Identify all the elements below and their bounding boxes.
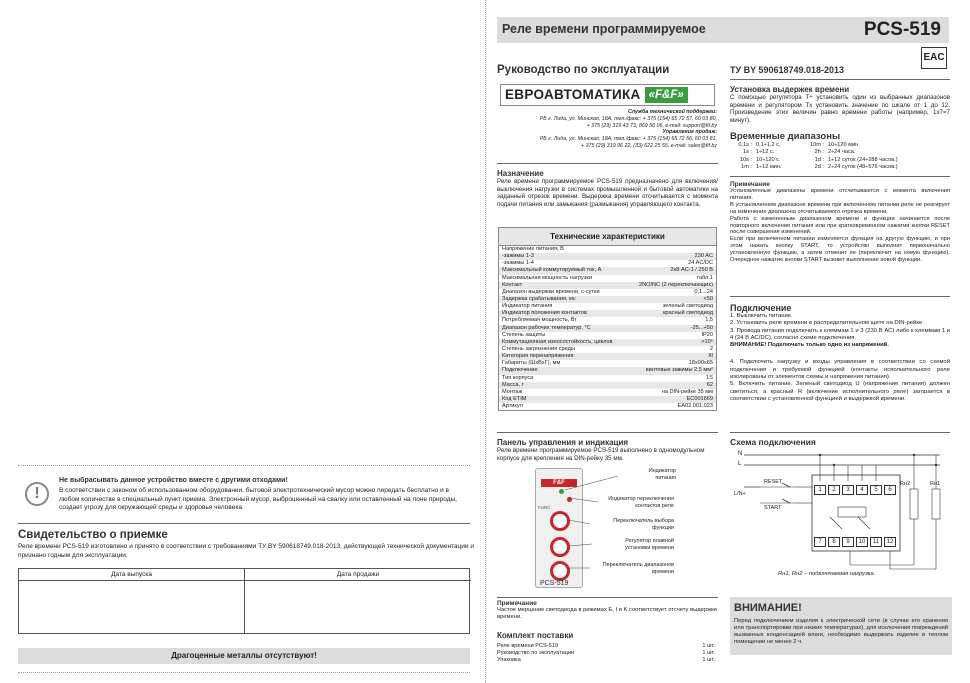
specs-value: красный светодиод xyxy=(662,310,713,317)
specs-param: Коммутационная износостойкость, циклов xyxy=(502,338,613,345)
specs-value: винтовые зажимы 2,5 мм² xyxy=(645,367,713,374)
specs-value: >10⁵ xyxy=(701,338,713,345)
specs-param: -зажимы 1-3 xyxy=(502,253,534,260)
attention-text: Перед подключением изделия к электрической сети (в случае его хранения или транспортировки при низких температурах), для исключения повреждений вызванных конденсацией влаги, необходимо выдержать изделие в теплом помещении не менее 2 ч. xyxy=(734,617,948,646)
connection-step-5: 5. Включить питание. Зеленый светодиод U (напряжение питания) должен светиться, а красный R (включение исполнительного реле) загорается в соответствии с установленной функцией и выдержкой времени. xyxy=(730,381,950,402)
terminal: 4 xyxy=(856,485,868,495)
range-value: 1÷12 мин. xyxy=(756,163,782,170)
note2-title: Примечание xyxy=(730,181,770,188)
brand-contacts xyxy=(497,109,717,150)
kit-item-name: Упаковка xyxy=(497,657,521,663)
specs-row xyxy=(499,296,716,303)
connection-step-1: 1. Выключить питание. xyxy=(730,313,793,319)
range-code: 1s : xyxy=(742,149,752,156)
range-code: 2h : xyxy=(814,149,824,156)
specs-param: Индикатор питания xyxy=(502,303,553,310)
range-value: 2÷24 часа. xyxy=(828,149,856,156)
specs-param: Диапазон рабочих температур, °С xyxy=(502,324,591,331)
timer-module xyxy=(838,507,866,517)
terminal: 11 xyxy=(870,537,882,547)
specs-param: Подключение xyxy=(502,367,538,374)
connection-steps xyxy=(730,313,950,403)
range-row xyxy=(730,142,950,149)
specs-param: Категория перенапряжения xyxy=(502,353,574,360)
range-value: 10÷120 с. xyxy=(756,156,781,163)
panel-title: Панель управления и индикация xyxy=(497,438,629,447)
support-line1: РБ г. Лида, ул. Минская, 18А, тел./факс: + 375 (154) 65 72 57, 60 03 80, xyxy=(539,115,717,122)
divider xyxy=(18,523,470,524)
specs-row xyxy=(499,289,716,296)
specs-row xyxy=(499,267,716,274)
node xyxy=(833,464,835,466)
range-code: 10s : xyxy=(739,156,752,163)
support-line2: + 375 (29) 319 43 73, 869 56 06, e-mail: support@fif.by xyxy=(586,122,717,129)
range-code: 0,1s : xyxy=(738,142,752,148)
callout-time: Регулятор плавной установки времени xyxy=(625,538,674,551)
specs-param: Индикатор положения контактов xyxy=(502,310,587,317)
label-start: START xyxy=(764,505,782,511)
sales-line1: РБ г. Лида, ул. Минская, 18А, тел./факс: + 375 (154) 65 72 56, 60 03 81, xyxy=(539,136,717,143)
kit-item xyxy=(497,643,715,650)
label-rh2: Rн2 xyxy=(900,481,911,487)
terminal: 9 xyxy=(842,537,854,547)
scheme-caption: Rн1, Rн2 – подключаемая нагрузка. xyxy=(778,571,876,577)
specs-row xyxy=(499,246,716,253)
connection-step-4: 4. Подключить нагрузку и входы управления в соответствии со схемой подключения и требуемой функцией (контакты исполнительного реле изолированы от элементов схемы и напряжения питания). xyxy=(730,359,950,381)
callout-range: Переключатель диапазонов времени xyxy=(602,562,674,575)
range-row xyxy=(730,157,950,164)
note2-p2: В установленном диапазоне времени при включенном питании реле не реагирует на изменение диапазона отсчитываемого отрезка времени. xyxy=(730,201,950,215)
specs-row xyxy=(499,375,716,382)
callout-power-led: Индикатор питания xyxy=(648,468,676,481)
specs-row xyxy=(499,403,716,410)
node xyxy=(819,454,821,456)
precious-metals-text: Драгоценные металлы отсутствуют! xyxy=(171,651,317,660)
attention-box xyxy=(730,597,952,655)
specs-param: Степень защиты xyxy=(502,331,546,338)
note2-body xyxy=(730,188,950,264)
precious-metals-bar xyxy=(18,648,470,664)
terminal: 8 xyxy=(828,537,840,547)
terminal: 1 xyxy=(814,485,826,495)
start-switch xyxy=(782,499,790,503)
terminal: 3 xyxy=(842,485,854,495)
fold-guide-right xyxy=(485,0,486,683)
connection-step-2: 2. Установить реле времени в распределительном щите на DIN-рейке. xyxy=(730,320,924,327)
specs-param: Артикул xyxy=(502,403,523,410)
specs-param: Монтаж xyxy=(502,388,523,395)
specs-row xyxy=(499,360,716,367)
specs-value: зеленый светодиод xyxy=(662,303,713,310)
func-label: FUNC. xyxy=(538,505,552,510)
disposal-text: В соответствии с законом об использованном оборудовании, бытовой электротехнический мусор можно передать бесплатно и в любом количестве в специальный пункт приема. Электронный мусор, выброшенный на свалку или оставленный на лоне природы, создает угрозу для окружающей среды и здоровья человека. xyxy=(59,487,457,512)
wiring-lines xyxy=(730,447,952,587)
specs-param: Максимальная мощность нагрузки xyxy=(502,274,592,281)
ranges-title: Временные диапазоны xyxy=(730,131,841,142)
specs-value: <50 xyxy=(703,295,713,302)
scheme-title: Схема подключения xyxy=(730,437,816,447)
specs-value: 230 AC xyxy=(694,253,713,260)
contact xyxy=(858,517,870,529)
eac-mark: EAC xyxy=(921,47,947,69)
specs-row xyxy=(499,260,716,267)
specs-param: -зажимы 1-4 xyxy=(502,260,534,267)
divider xyxy=(497,597,718,598)
terminal: 10 xyxy=(856,537,868,547)
specs-param: Потребляемая мощность, Вт xyxy=(502,317,577,324)
label-reset: RESET xyxy=(764,479,783,485)
label-rh1: Rн1 xyxy=(930,481,941,487)
callout-relay-led: Индикатор переключения контактов реле xyxy=(608,496,674,509)
specs-param: Максимальный коммутируемый ток, А xyxy=(502,267,602,274)
device-illustration xyxy=(530,468,718,590)
specs-param: Контакт xyxy=(502,281,523,288)
specs-row xyxy=(499,339,716,346)
purpose-text: Реле времени программируемое PCS-519 предназначено для включения/выключения нагрузки в системах промышленной и бытовой автоматики на заданный отрезок времени. Выдержка времени отсчитывается с момента подачи питания или замыкания (размыкания) управляющего контакта. xyxy=(497,178,718,209)
wire-label-ln: L/N+ xyxy=(734,491,746,497)
terminal: 2 xyxy=(828,485,840,495)
range-code: 1m : xyxy=(741,163,752,170)
specs-rows xyxy=(499,246,716,410)
specs-value: EC001669 xyxy=(686,395,713,402)
callout-function: Переключатель выбора функции xyxy=(613,518,674,531)
specs-value: 1,5 xyxy=(705,317,713,324)
connection-step-3: 3. Провода питания подключить к клеммам 1 и 3 (230 В АС) либо к клеммам 1 и 4 (24 В АС/DC), согласно схеме подключения. xyxy=(730,327,950,341)
specs-row xyxy=(499,275,716,282)
kit-item-qty: 1 шт. xyxy=(702,657,715,663)
sales-title: Управление продаж: xyxy=(662,129,717,136)
specs-row xyxy=(499,396,716,403)
reset-switch xyxy=(782,483,790,487)
wire-label-l: L xyxy=(738,461,742,467)
specs-value: EA02.001.023 xyxy=(677,403,713,410)
specs-param: Диапазон выдержки времени, с-сутки xyxy=(502,288,600,295)
node xyxy=(935,464,937,466)
certificate-cell-sale[interactable] xyxy=(245,581,471,633)
certificate-col-sale: Дата продажи xyxy=(245,569,471,581)
specs-row xyxy=(499,253,716,260)
range-row xyxy=(730,164,950,171)
specs-param: Задержка срабатывания, мс xyxy=(502,295,576,302)
specs-value: 62 xyxy=(706,381,713,388)
connection-title: Подключение xyxy=(730,303,792,313)
specs-row xyxy=(499,382,716,389)
divider xyxy=(730,79,950,80)
range-row xyxy=(730,149,950,156)
specs-value: 2NO/NC (2 переключающих) xyxy=(638,281,713,288)
fold-guide-top xyxy=(18,465,470,466)
certificate-text: Реле времени PCS-519 изготовлено и принято в соответствии с требованиями ТУ BY 590618749.018-2013, действующей технической документации и признано годным для эксплуатации. xyxy=(18,543,474,559)
device-name: PCS-519 xyxy=(540,580,569,587)
range-value: 1÷12 с. xyxy=(756,149,775,156)
range-value: 0,1÷1,2 с. xyxy=(756,142,781,148)
specs-row xyxy=(499,332,716,339)
contact xyxy=(830,517,842,529)
kit-item xyxy=(497,657,715,664)
specs-value: 0,1...24 xyxy=(694,288,713,295)
note2-p1: Установленные диапазоны времени отсчитываются с момента включения питания. xyxy=(730,188,950,201)
support-title: Служба технической поддержки: xyxy=(627,109,717,115)
specs-row xyxy=(499,325,716,332)
specs-value: 18х90х65 xyxy=(688,360,713,367)
kit-list xyxy=(497,643,715,664)
disposal-title: Не выбрасывать данное устройство вместе с другими отходами! xyxy=(59,477,288,484)
kit-item-qty: 1 шт. xyxy=(702,650,715,656)
divider xyxy=(730,296,950,297)
callout-line xyxy=(565,476,618,490)
bottom-terminals xyxy=(814,537,896,547)
brand-logo-text: ЕВРОАВТОМАТИКА xyxy=(505,86,641,102)
device-top-logo: F&F xyxy=(541,479,577,487)
tu-number: ТУ BY 590618749.018-2013 xyxy=(730,65,845,75)
range-value: 2÷24 суток (48÷576 часов.) xyxy=(828,163,898,170)
specs-row xyxy=(499,282,716,289)
manual-title: Руководство по эксплуатации xyxy=(497,64,670,76)
specs-param: Масса, г xyxy=(502,381,524,388)
kit-item-qty: 1 шт. xyxy=(702,643,715,649)
specs-value: -25...+50 xyxy=(690,324,713,331)
setting-text: С помощью регулятора T÷ установить один из выбранных диапазонов времени и регулятором Tx установить значение по шкале от 1 до 12. Произведение этих величин равно времени работы (например, 1х7=7 минут). xyxy=(730,94,950,125)
kit-item-name: Реле времени PCS-519 xyxy=(497,643,558,649)
specs-row xyxy=(499,303,716,310)
range-value: 1÷12 суток (24÷288 часов.) xyxy=(828,156,898,163)
specs-value: 2 xyxy=(709,345,713,352)
divider xyxy=(497,163,718,164)
range-code: 2d : xyxy=(814,163,824,170)
specs-value: IP20 xyxy=(701,331,713,338)
callout-line xyxy=(569,520,590,524)
header-model: PCS-519 xyxy=(863,19,941,40)
specs-value: 24 AC/DC xyxy=(688,260,713,267)
specs-value: 2х8 AC-1 / 250 В xyxy=(670,267,713,274)
attention-title: ВНИМАНИЕ! xyxy=(734,602,802,614)
callout-line xyxy=(569,544,592,546)
brand-logo xyxy=(500,84,715,106)
note1-text: Частое мерцание светодиода в режимах E, I и K соответствует отсчету выдержки времени. xyxy=(497,607,717,621)
certificate-cell-release[interactable] xyxy=(19,581,245,633)
load-rh1 xyxy=(932,489,940,519)
range-code: 10m : xyxy=(810,142,824,148)
fold-guide-bottom xyxy=(18,672,470,673)
connection-step-3-warning: ВНИМАНИЕ! Подключать только одно из напряжений. xyxy=(730,342,889,349)
specs-value: на DIN-рейке 35 мм xyxy=(661,388,713,395)
note2-p4: Если при включенном питании изменяется функция на другую функцию, и при этом нажать кнопку START, то устройство выполнит первоначально установленную функцию, а затем отменит ее (переключит на новую функцию). Очередное нажатие кнопки START вызовет выполнение новой функции. xyxy=(730,236,950,264)
terminal: 12 xyxy=(884,537,896,547)
specs-param: Габариты (ШхВхГ), мм xyxy=(502,360,561,367)
range-code: 1d : xyxy=(814,156,824,163)
wire-label-n: N xyxy=(738,451,743,457)
specs-row xyxy=(499,389,716,396)
note2-p3: Работа с измененным диапазоном времени и функции начинается после повторного включения питания или при кратковременном нажатии кнопки RESET после совершения изменений. xyxy=(730,215,950,236)
wiring-diagram xyxy=(730,447,952,587)
divider xyxy=(730,432,950,433)
top-terminals xyxy=(814,485,896,495)
note1-title: Примечание xyxy=(497,600,537,607)
header-bar xyxy=(497,17,949,43)
specs-value: табл.1 xyxy=(696,274,713,281)
warning-icon: ! xyxy=(25,482,49,506)
specs-title: Технические характеристики xyxy=(499,228,716,246)
specs-param: Тип корпуса xyxy=(502,374,534,381)
terminal: 6 xyxy=(884,485,896,495)
terminal: 5 xyxy=(870,485,882,495)
divider xyxy=(730,176,950,177)
specs-value: 1S xyxy=(706,374,713,381)
specs-row xyxy=(499,346,716,353)
specs-param: Код ETIM xyxy=(502,395,527,402)
certificate-col-release: Дата выпуска xyxy=(19,569,245,581)
specs-param: Напряжение питания, В xyxy=(502,246,564,252)
purpose-title: Назначение xyxy=(497,169,544,178)
specs-param: Степень загрязнения среды xyxy=(502,345,575,352)
kit-item-name: Руководство по эксплуатации xyxy=(497,650,575,656)
node xyxy=(913,454,915,456)
kit-item xyxy=(497,650,715,657)
brand-logo-mark: «F&F» xyxy=(645,87,688,103)
specs-row xyxy=(499,310,716,317)
certificate-table xyxy=(18,568,470,634)
setting-title: Установка выдержек времени xyxy=(730,85,850,94)
certificate-title: Свидетельство о приемке xyxy=(18,529,168,541)
specs-table xyxy=(498,227,717,411)
header-title: Реле времени программируемое xyxy=(502,22,706,36)
specs-row xyxy=(499,367,716,374)
callout-line xyxy=(569,498,598,502)
specs-value: III xyxy=(708,353,713,360)
load-rh2 xyxy=(910,489,918,519)
sales-line2: + 375 (29) 319 96 22, (33) 622 25 55, e-mail: sales@fif.by xyxy=(581,142,717,149)
specs-row xyxy=(499,353,716,360)
specs-row xyxy=(499,317,716,324)
panel-text: Реле времени программируемое PCS-519 выполнено в одномодульном корпусе для крепления на DIN-рейку 35 мм. xyxy=(497,447,705,462)
terminal: 7 xyxy=(814,537,826,547)
ranges-table xyxy=(730,142,950,171)
divider xyxy=(497,432,718,433)
range-value: 10÷120 мин. xyxy=(828,142,860,148)
kit-title: Комплект поставки xyxy=(497,631,574,640)
